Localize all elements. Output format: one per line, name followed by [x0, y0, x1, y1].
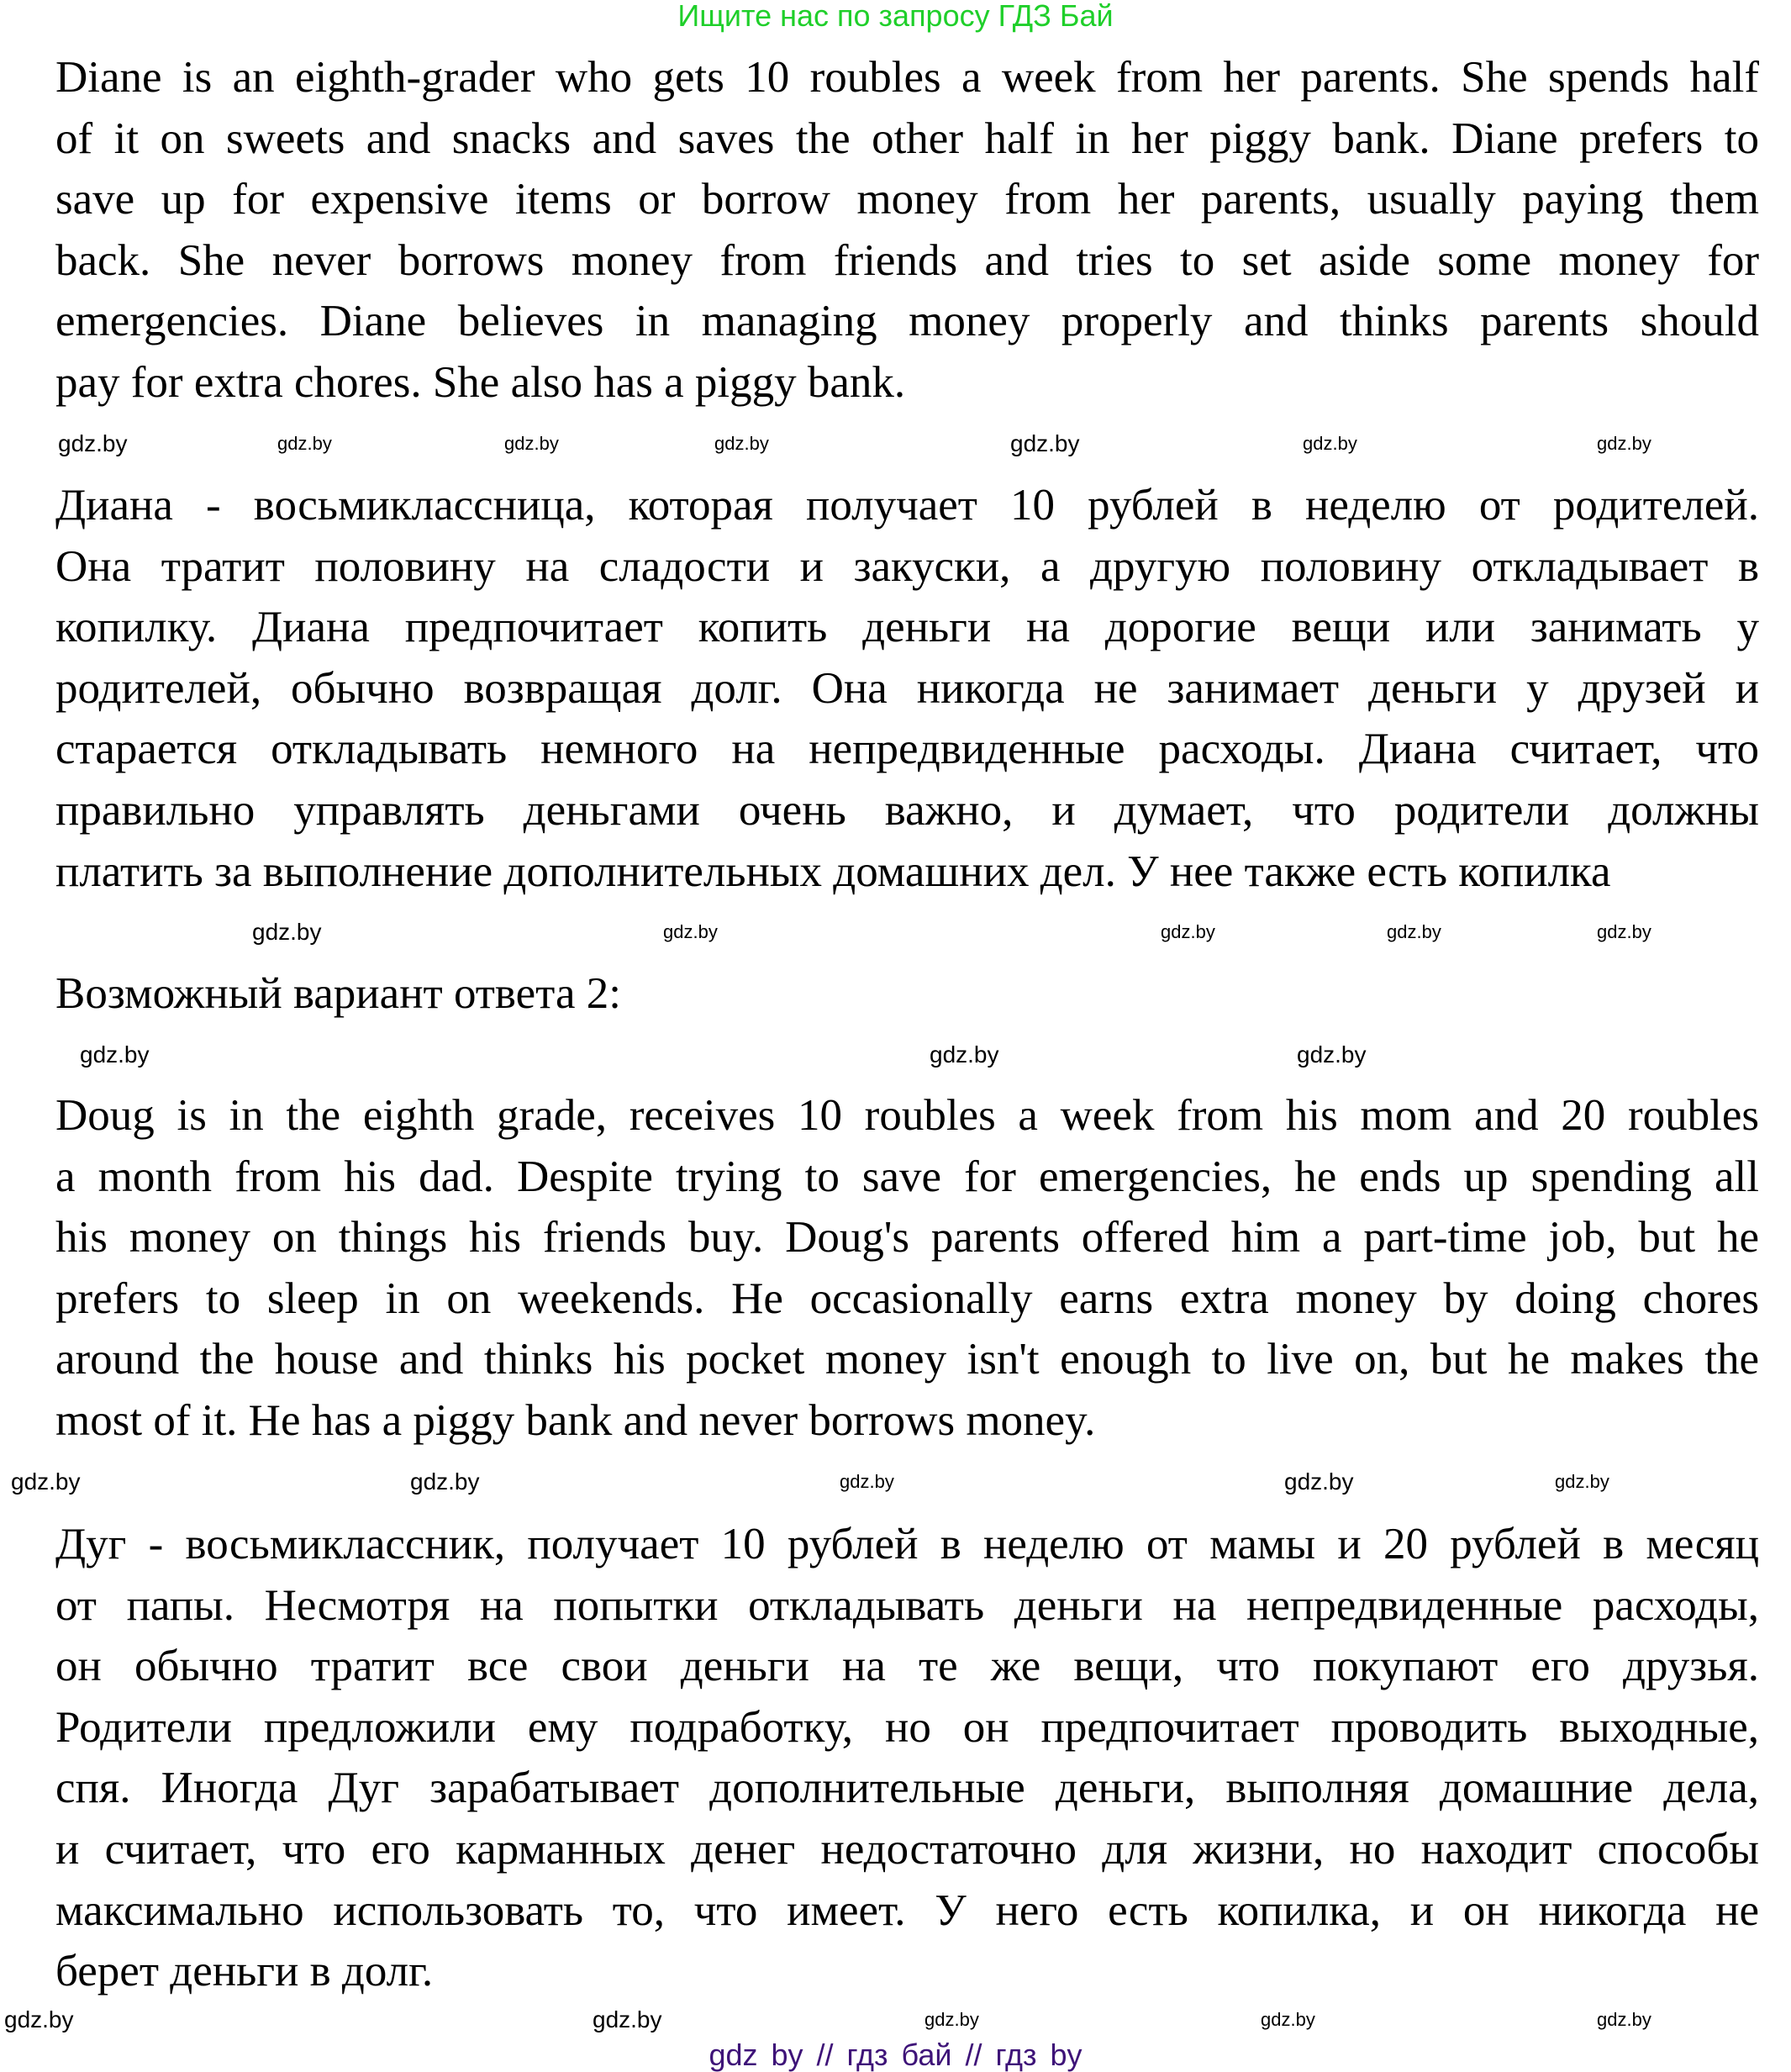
text-line: платить за выполнение дополнительных домашних дел. У нее также есть копилка — [55, 846, 1611, 896]
text-line: Возможный вариант ответа 2: — [55, 969, 621, 1018]
watermark: gdz.by — [410, 1468, 480, 1495]
watermark: gdz.by — [1597, 433, 1651, 454]
watermark: gdz.by — [924, 2009, 979, 2030]
text-line: Дуг - восьмиклассник, получает 10 рублей в неделю от мамы и 20 рублей в месяц — [55, 1520, 1759, 1568]
watermark: gdz.by — [58, 430, 128, 456]
text-line: pay for extra chores. She also has a piggy bank. — [55, 357, 906, 407]
text-line: родителей, обычно возвращая долг. Она никогда не занимает деньги у друзей и — [55, 663, 1759, 713]
search-hint-banner: Ищите нас по запросу ГДЗ Бай — [677, 0, 1114, 33]
watermark: gdz.by — [1555, 1471, 1609, 1492]
text-line: Она тратит половину на сладости и закуски, а другую половину откладывает в — [55, 541, 1759, 591]
watermark: gdz.by — [930, 1041, 999, 1068]
watermark: gdz.by — [663, 921, 718, 942]
text-line: his money on things his friends buy. Doug's parents offered him a part-time job, but he — [55, 1213, 1759, 1263]
text-line: старается откладывать немного на непредвиденные расходы. Диана считает, что — [55, 725, 1759, 774]
text-line: от папы. Несмотря на попытки откладывать деньги на непредвиденные расходы, — [55, 1580, 1759, 1630]
text-line: Doug is in the eighth grade, receives 10 roubles a week from his mom and 20 roubles — [55, 1091, 1759, 1140]
watermark: gdz.by — [1303, 433, 1357, 454]
text-line: спя. Иногда Дуг зарабатывает дополнительные деньги, выполняя домашние дела, — [55, 1764, 1759, 1813]
text-line: a month from his dad. Despite trying to save for emergencies, he ends up spending all — [55, 1152, 1759, 1201]
watermark: gdz.by — [840, 1471, 894, 1492]
text-line: правильно управлять деньгами очень важно, и думает, что родители должны — [55, 785, 1759, 835]
watermark: gdz.by — [1387, 921, 1441, 942]
text-line: берет деньги в долг. — [55, 1947, 434, 1996]
text-line: of it on sweets and snacks and saves the other half in her piggy bank. Diane prefers to — [55, 113, 1759, 163]
text-line: emergencies. Diane believes in managing money properly and thinks parents should — [55, 297, 1759, 346]
watermark: gdz.by — [593, 2006, 662, 2032]
watermark: gdz.by — [1010, 430, 1080, 456]
watermark: gdz.by — [1597, 921, 1651, 942]
watermark: gdz.by — [4, 2006, 74, 2032]
footer-links[interactable]: gdz by // гдз бай // гдз by — [708, 2038, 1083, 2072]
text-line: и считает, что его карманных денег недостаточно для жизни, но находит способы — [55, 1824, 1759, 1874]
text-line: prefers to sleep in on weekends. He occasionally earns extra money by doing chores — [55, 1273, 1759, 1323]
text-line: копилку. Диана предпочитает копить деньги на дорогие вещи или занимать у — [55, 603, 1759, 652]
watermark: gdz.by — [80, 1041, 150, 1068]
text-line: most of it. He has a piggy bank and never borrows money. — [55, 1395, 1096, 1445]
watermark: gdz.by — [1597, 2009, 1651, 2030]
paragraph-doug-ru — [55, 1514, 1759, 2002]
watermark: gdz.by — [1284, 1468, 1354, 1495]
paragraph-doug-en — [55, 1085, 1759, 1452]
watermark: gdz.by — [1161, 921, 1215, 942]
watermark: gdz.by — [11, 1468, 81, 1495]
watermark: gdz.by — [1261, 2009, 1315, 2030]
text-line: back. She never borrows money from friends and tries to set aside some money for — [55, 235, 1759, 285]
watermark: gdz.by — [277, 433, 332, 454]
watermark: gdz.by — [714, 433, 769, 454]
paragraph-diane-en — [55, 47, 1759, 414]
watermark: gdz.by — [1297, 1041, 1367, 1068]
text-line: around the house and thinks his pocket money isn't enough to live on, but he makes the — [55, 1335, 1759, 1384]
text-line: Родители предложили ему подработку, но он предпочитает проводить выходные, — [55, 1702, 1759, 1752]
text-line: Диана - восьмиклассница, которая получает 10 рублей в неделю от родителей. — [55, 481, 1759, 530]
text-line: максимально использовать то, что имеет. У него есть копилка, и он никогда не — [55, 1885, 1759, 1935]
text-line: save up for expensive items or borrow money from her parents, usually paying them — [55, 175, 1759, 224]
text-line: Diane is an eighth-grader who gets 10 roubles a week from her parents. She spends half — [55, 53, 1759, 102]
watermark: gdz.by — [252, 919, 322, 945]
watermark: gdz.by — [504, 433, 559, 454]
paragraph-diane-ru — [55, 475, 1759, 902]
answer-variant-heading — [55, 963, 1759, 1025]
text-line: он обычно тратит все свои деньги на те же вещи, что покупают его друзья. — [55, 1642, 1759, 1691]
